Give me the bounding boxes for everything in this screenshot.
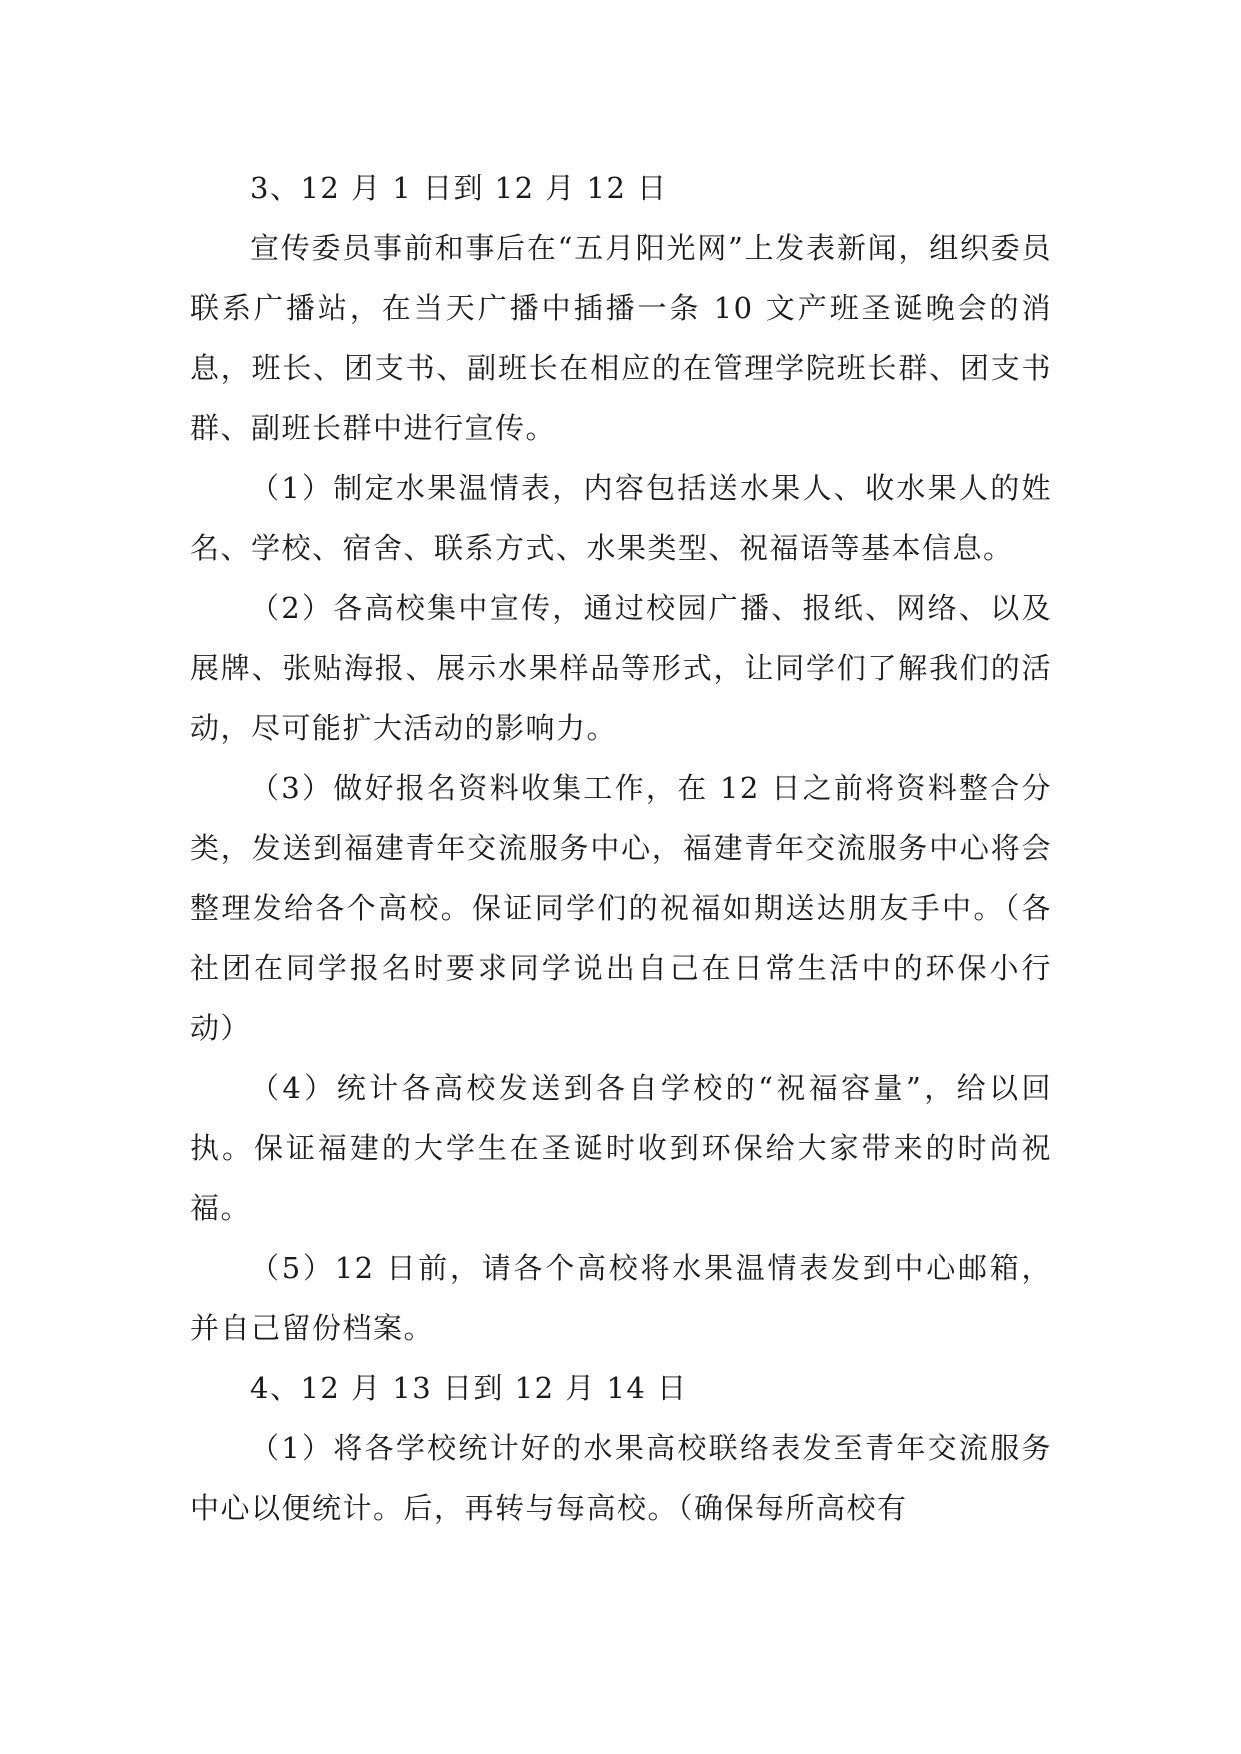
section-heading-3: 3、12 月 1 日到 12 月 12 日: [250, 171, 668, 205]
paragraph-item-1-section-4: （1）将各学校统计好的水果高校联络表发至青年交流服务中心以便统计。后，再转与每高校。（确保每所高校有: [190, 1431, 1052, 1525]
paragraph-item-4: （4）统计各高校发送到各自学校的“祝福容量”，给以回执。保证福建的大学生在圣诞时收到环保给大家带来的时尚祝福。: [190, 1071, 1052, 1225]
paragraph-item-3: （3）做好报名资料收集工作，在 12 日之前将资料整合分类，发送到福建青年交流服务中心，福建青年交流服务中心将会整理发给各个高校。保证同学们的祝福如期送达朋友手中。（各社团在同学报名时要求同学说出自己在日常生活中的环保小行动）: [190, 771, 1052, 1045]
document-body: [190, 158, 1052, 1538]
section-heading-4: 4、12 月 13 日到 12 月 14 日: [250, 1371, 688, 1405]
paragraph-item-1: （1）制定水果温情表，内容包括送水果人、收水果人的姓名、学校、宿舍、联系方式、水果类型、祝福语等基本信息。: [190, 471, 1052, 565]
paragraph-item-2: （2）各高校集中宣传，通过校园广播、报纸、网络、以及展牌、张贴海报、展示水果样品等形式，让同学们了解我们的活动，尽可能扩大活动的影响力。: [190, 591, 1052, 745]
paragraph-item-5: （5）12 日前，请各个高校将水果温情表发到中心邮箱，并自己留份档案。: [190, 1251, 1052, 1345]
paragraph-publicity: 宣传委员事前和事后在“五月阳光网”上发表新闻，组织委员联系广播站，在当天广播中插播一条 10 文产班圣诞晚会的消息，班长、团支书、副班长在相应的在管理学院班长群、团支书群、副班长群中进行宣传。: [190, 231, 1052, 445]
